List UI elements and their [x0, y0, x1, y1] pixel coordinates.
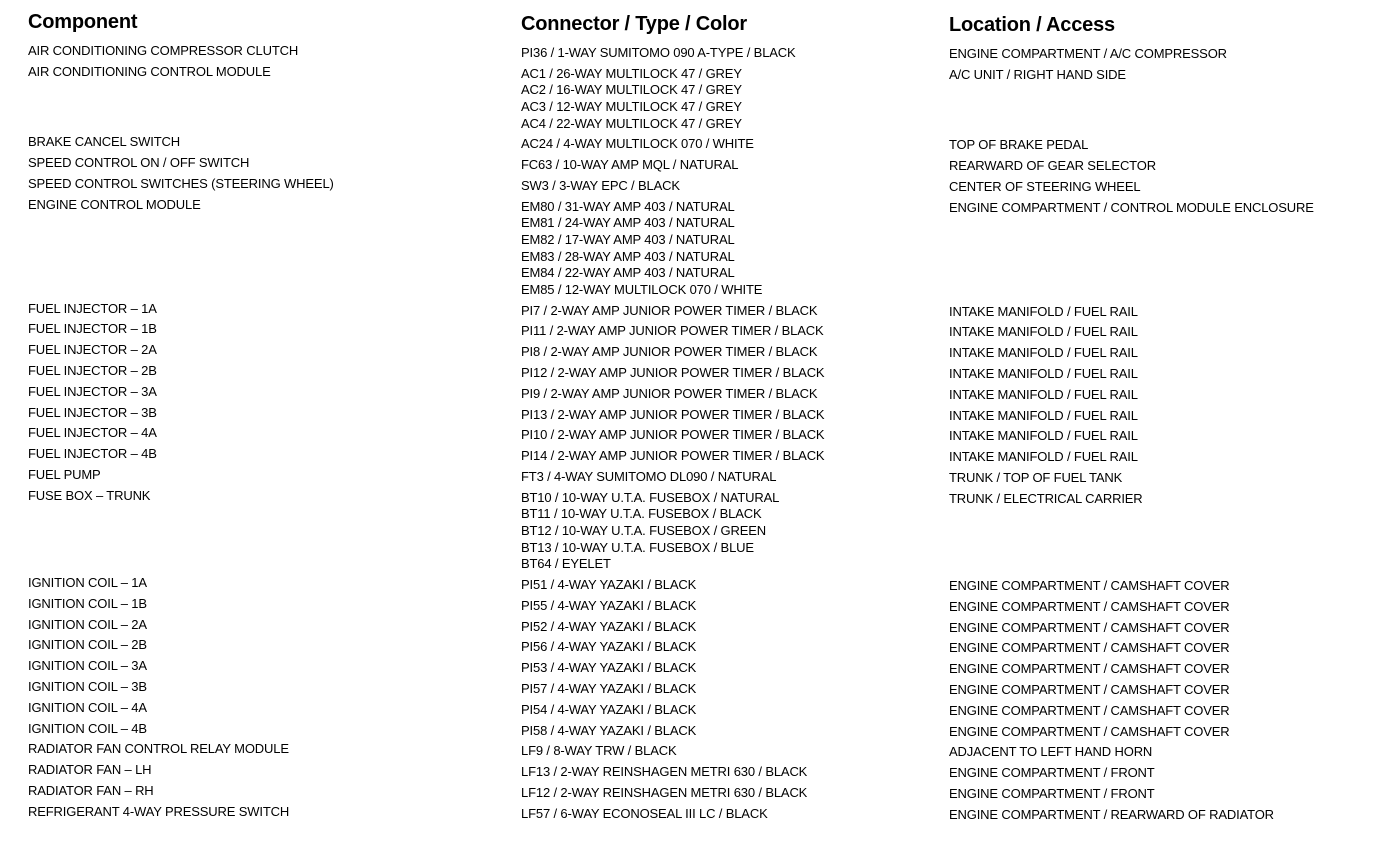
connector-cell [521, 323, 941, 340]
connector-cell [521, 598, 941, 615]
connector-line: PI54 / 4-WAY YAZAKI / BLACK [521, 701, 697, 717]
connector-line: PI53 / 4-WAY YAZAKI / BLACK [521, 660, 697, 676]
connector-line: PI11 / 2-WAY AMP JUNIOR POWER TIMER / BLACK [521, 323, 824, 339]
table-row [0, 64, 1376, 135]
component-cell: IGNITION COIL – 4A [28, 699, 147, 715]
connector-line: PI57 / 4-WAY YAZAKI / BLACK [521, 680, 697, 696]
location-cell: ENGINE COMPARTMENT / CAMSHAFT COVER [949, 619, 1230, 635]
connector-cell [521, 469, 941, 486]
location-cell: INTAKE MANIFOLD / FUEL RAIL [949, 345, 1138, 361]
location-cell: ENGINE COMPARTMENT / FRONT [949, 765, 1155, 781]
location-cell: ENGINE COMPARTMENT / CAMSHAFT COVER [949, 661, 1230, 677]
component-cell: FUEL INJECTOR – 4A [28, 425, 157, 441]
connector-cell [521, 619, 941, 636]
table-row [0, 679, 1376, 700]
table-row [0, 301, 1376, 322]
component-cell: FUEL INJECTOR – 3A [28, 383, 157, 399]
connector-line: AC3 / 12-WAY MULTILOCK 47 / GREY [521, 98, 742, 114]
connector-line: LF9 / 8-WAY TRW / BLACK [521, 743, 677, 759]
component-cell: RADIATOR FAN CONTROL RELAY MODULE [28, 741, 289, 757]
table-row [0, 405, 1376, 426]
component-cell: ENGINE CONTROL MODULE [28, 196, 201, 212]
table-row [0, 617, 1376, 638]
connector-line: BT12 / 10-WAY U.T.A. FUSEBOX / GREEN [521, 522, 767, 538]
location-cell: REARWARD OF GEAR SELECTOR [949, 158, 1156, 174]
connector-cell [521, 365, 941, 382]
connector-cell [521, 66, 941, 132]
component-cell: BRAKE CANCEL SWITCH [28, 134, 180, 150]
component-cell: FUEL INJECTOR – 3B [28, 404, 157, 420]
connector-line: AC2 / 16-WAY MULTILOCK 47 / GREY [521, 82, 742, 98]
table-row [0, 197, 1376, 301]
component-cell: IGNITION COIL – 3B [28, 678, 147, 694]
connector-cell [521, 490, 941, 573]
connector-cell [521, 660, 941, 677]
table-row [0, 721, 1376, 742]
component-cell: SPEED CONTROL SWITCHES (STEERING WHEEL) [28, 175, 334, 191]
location-cell: TRUNK / ELECTRICAL CARRIER [949, 490, 1143, 506]
table-row [0, 342, 1376, 363]
connector-line: EM80 / 31-WAY AMP 403 / NATURAL [521, 198, 735, 214]
table-row [0, 425, 1376, 446]
connector-line: PI8 / 2-WAY AMP JUNIOR POWER TIMER / BLACK [521, 344, 818, 360]
header-component: Component [28, 11, 138, 33]
location-cell: INTAKE MANIFOLD / FUEL RAIL [949, 324, 1138, 340]
connector-line: FT3 / 4-WAY SUMITOMO DL090 / NATURAL [521, 468, 777, 484]
location-cell: ENGINE COMPARTMENT / CAMSHAFT COVER [949, 598, 1230, 614]
table-row [0, 155, 1376, 176]
component-cell: AIR CONDITIONING CONTROL MODULE [28, 63, 271, 79]
table-row [0, 134, 1376, 155]
location-cell: INTAKE MANIFOLD / FUEL RAIL [949, 386, 1138, 402]
component-cell: FUEL INJECTOR – 1A [28, 300, 157, 316]
table-row [0, 384, 1376, 405]
table-row [0, 783, 1376, 804]
connector-line: EM83 / 28-WAY AMP 403 / NATURAL [521, 248, 735, 264]
table-row [0, 176, 1376, 197]
table-row [0, 488, 1376, 575]
component-cell: IGNITION COIL – 1B [28, 595, 147, 611]
connector-line: PI52 / 4-WAY YAZAKI / BLACK [521, 618, 697, 634]
connector-line: PI12 / 2-WAY AMP JUNIOR POWER TIMER / BLACK [521, 364, 825, 380]
location-cell: INTAKE MANIFOLD / FUEL RAIL [949, 303, 1138, 319]
table-row [0, 596, 1376, 617]
connector-cell [521, 448, 941, 465]
component-cell: FUSE BOX – TRUNK [28, 487, 151, 503]
header-location: Location / Access [949, 14, 1115, 36]
connector-line: PI13 / 2-WAY AMP JUNIOR POWER TIMER / BLACK [521, 406, 825, 422]
connector-cell [521, 199, 941, 299]
component-cell: IGNITION COIL – 3A [28, 658, 147, 674]
connector-cell [521, 386, 941, 403]
table-row [0, 762, 1376, 783]
table-row [0, 804, 1376, 825]
component-cell: FUEL INJECTOR – 4B [28, 446, 157, 462]
location-cell: ENGINE COMPARTMENT / A/C COMPRESSOR [949, 46, 1227, 61]
location-cell: INTAKE MANIFOLD / FUEL RAIL [949, 449, 1138, 465]
connector-line: LF57 / 6-WAY ECONOSEAL III LC / BLACK [521, 805, 768, 821]
table-row [0, 446, 1376, 467]
connector-line: BT13 / 10-WAY U.T.A. FUSEBOX / BLUE [521, 539, 754, 555]
connector-line: FC63 / 10-WAY AMP MQL / NATURAL [521, 157, 739, 173]
connector-cell [521, 45, 941, 62]
header-connector: Connector / Type / Color [521, 13, 747, 35]
table-row [0, 741, 1376, 762]
connector-line: BT10 / 10-WAY U.T.A. FUSEBOX / NATURAL [521, 489, 780, 505]
connector-line: BT64 / EYELET [521, 556, 611, 572]
connector-line: LF13 / 2-WAY REINSHAGEN METRI 630 / BLACK [521, 764, 808, 780]
component-cell: FUEL INJECTOR – 1B [28, 321, 157, 337]
connector-cell [521, 157, 941, 174]
location-cell: TOP OF BRAKE PEDAL [949, 137, 1089, 153]
table-row [0, 658, 1376, 679]
location-cell: INTAKE MANIFOLD / FUEL RAIL [949, 428, 1138, 444]
connector-line: PI58 / 4-WAY YAZAKI / BLACK [521, 722, 697, 738]
connector-line: EM82 / 17-WAY AMP 403 / NATURAL [521, 231, 735, 247]
component-cell: SPEED CONTROL ON / OFF SWITCH [28, 155, 250, 171]
connector-cell [521, 785, 941, 802]
connector-line: EM84 / 22-WAY AMP 403 / NATURAL [521, 265, 735, 281]
connector-line: SW3 / 3-WAY EPC / BLACK [521, 177, 680, 193]
connector-line: PI7 / 2-WAY AMP JUNIOR POWER TIMER / BLACK [521, 302, 818, 318]
location-cell: INTAKE MANIFOLD / FUEL RAIL [949, 365, 1138, 381]
connector-line: PI55 / 4-WAY YAZAKI / BLACK [521, 597, 697, 613]
component-cell: IGNITION COIL – 4B [28, 720, 147, 736]
table-row [0, 700, 1376, 721]
table-body [0, 43, 1376, 825]
connector-line: PI14 / 2-WAY AMP JUNIOR POWER TIMER / BLACK [521, 448, 825, 464]
component-cell: REFRIGERANT 4-WAY PRESSURE SWITCH [28, 803, 290, 819]
component-cell: RADIATOR FAN – RH [28, 782, 154, 798]
connector-cell [521, 639, 941, 656]
table-row [0, 575, 1376, 596]
component-cell: FUEL INJECTOR – 2A [28, 342, 157, 358]
connector-line: PI10 / 2-WAY AMP JUNIOR POWER TIMER / BLACK [521, 427, 825, 443]
connector-cell [521, 303, 941, 320]
component-cell: FUEL PUMP [28, 466, 101, 482]
connector-cell [521, 764, 941, 781]
table-row [0, 321, 1376, 342]
connector-line: AC1 / 26-WAY MULTILOCK 47 / GREY [521, 65, 742, 81]
location-cell: A/C UNIT / RIGHT HAND SIDE [949, 66, 1126, 82]
connector-cell [521, 743, 941, 760]
connector-cell [521, 136, 941, 153]
connector-cell [521, 577, 941, 594]
connector-line: EM81 / 24-WAY AMP 403 / NATURAL [521, 215, 735, 231]
connector-line: PI51 / 4-WAY YAZAKI / BLACK [521, 576, 697, 592]
connector-cell [521, 806, 941, 823]
component-cell: IGNITION COIL – 2A [28, 616, 147, 632]
location-cell: ADJACENT TO LEFT HAND HORN [949, 744, 1153, 760]
connector-cell [521, 427, 941, 444]
connector-line: AC4 / 22-WAY MULTILOCK 47 / GREY [521, 115, 742, 131]
component-cell: RADIATOR FAN – LH [28, 762, 152, 778]
location-cell: ENGINE COMPARTMENT / CAMSHAFT COVER [949, 640, 1230, 656]
location-cell: TRUNK / TOP OF FUEL TANK [949, 469, 1123, 485]
component-cell: IGNITION COIL – 1A [28, 574, 147, 590]
component-cell: IGNITION COIL – 2B [28, 637, 147, 653]
location-cell: ENGINE COMPARTMENT / CAMSHAFT COVER [949, 577, 1230, 593]
connector-cell [521, 344, 941, 361]
connector-cell [521, 681, 941, 698]
connector-cell [521, 723, 941, 740]
connector-line: EM85 / 12-WAY MULTILOCK 070 / WHITE [521, 281, 763, 297]
connector-line: PI9 / 2-WAY AMP JUNIOR POWER TIMER / BLACK [521, 385, 818, 401]
connector-line: AC24 / 4-WAY MULTILOCK 070 / WHITE [521, 136, 754, 152]
location-cell: ENGINE COMPARTMENT / CAMSHAFT COVER [949, 702, 1230, 718]
connector-line: BT11 / 10-WAY U.T.A. FUSEBOX / BLACK [521, 506, 762, 522]
table-row [0, 363, 1376, 384]
table-row [0, 637, 1376, 658]
table-row [0, 43, 1376, 64]
location-cell: ENGINE COMPARTMENT / FRONT [949, 785, 1155, 801]
location-cell: ENGINE COMPARTMENT / CAMSHAFT COVER [949, 681, 1230, 697]
connector-cell [521, 407, 941, 424]
location-cell: INTAKE MANIFOLD / FUEL RAIL [949, 407, 1138, 423]
table-row [0, 467, 1376, 488]
connector-line: LF12 / 2-WAY REINSHAGEN METRI 630 / BLACK [521, 784, 808, 800]
connector-line: PI56 / 4-WAY YAZAKI / BLACK [521, 639, 697, 655]
connector-cell [521, 702, 941, 719]
location-cell: CENTER OF STEERING WHEEL [949, 178, 1141, 194]
connector-cell [521, 178, 941, 195]
location-cell: ENGINE COMPARTMENT / CONTROL MODULE ENCLOSURE [949, 199, 1314, 215]
location-cell: ENGINE COMPARTMENT / CAMSHAFT COVER [949, 723, 1230, 739]
component-cell: AIR CONDITIONING COMPRESSOR CLUTCH [28, 43, 299, 58]
component-cell: FUEL INJECTOR – 2B [28, 362, 157, 378]
connector-line: PI36 / 1-WAY SUMITOMO 090 A-TYPE / BLACK [521, 45, 796, 60]
location-cell: ENGINE COMPARTMENT / REARWARD OF RADIATOR [949, 806, 1274, 822]
